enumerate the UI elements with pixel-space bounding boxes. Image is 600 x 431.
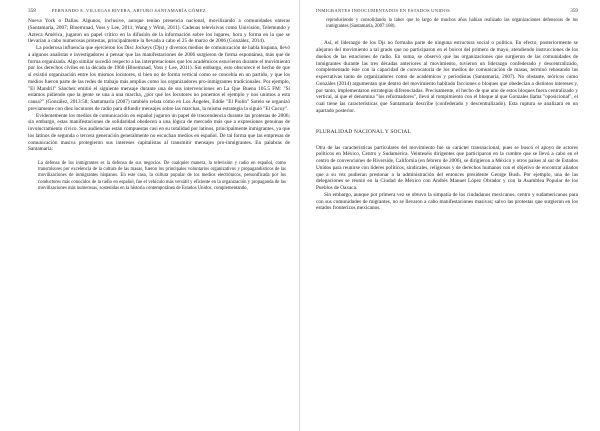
body-paragraph: Así, el liderazgo de los Djs no formaba parte de ninguna estructura social o política. En efecto, posteriormente se alejaron del movimiento a tal grado que no participaron en el boicot del primero de mayo, atendiendo instrucciones de los dueños de las estaciones de radio. En suma, se observó que las organizaciones que surgieron de las comunidades de inmigrantes durante las tres décadas anteriores al movimiento, tuvieron un liderazgo confederado y descentralizado, complementado éste con la capacidad de convocatoria de los medios de comunicación de masas, terminó rebasando las expectativas tanto de organizadores como de académicos y periodistas (Santamaría, 2007). No obstante, teóricos como Gonzáles (2014) argumentan que dentro del movimiento habitado facciones o bloques que obedecían a distintos intereses y, por tanto, implementaron estrategias diferenciadas. Precisamente, el hecho de que uno de estos bloques fuera centralizado y vertical, al que el denomina "los reformadores", llevó al rompimiento con el bloque al que Gonzales llama "oposicional", el cual tiene las características que Santamaría describe (confederado y descentralizado). Esta ruptura se analizará en un apartado posterior. (316, 40, 578, 114)
left-running-head-title: FERNANDO E. VILLEGAS RIVERA, ARTURO SANTAMARÍA GÓMEZ (51, 8, 206, 13)
left-running-head (28, 6, 290, 15)
body-paragraph: La poderosa influencia que ejercieron los Disc Jockeys (Djs) y diversos medios de comunicación de habla hispana, llevó a algunos analistas e investigadores a pensar que las manifestaciones de 2006 surgieron de forma espontánea, más que de forma organizada. Algo similar sucedió respecto a las interpretaciones que los académicos estuvieron durante el movimiento por los derechos civiles en la década de 1960 (Bloemraad, Voss y Lee, 2011). Sin embargo, esto obscurece el hecho de que sí existió organización entre los mismos locutores, si bien no de forma vertical como se concebía en un partido, y que los medios fueron parte de las redes de trabajo más amplias como los organizadores pro-inmigrantes tradicionales. Por ejemplo, "El Mandril" Sánchez emitió el siguiente mensaje durante una de sus intervenciones en La Que Buena 105.5 FM: "Si estamos pidiendo que la gente se una a una marcha, ¿por qué les locutores no ponemos el ejemplo y nos unimos a esta causa?" (González, 2013:58; Santamaría (2007) también relata cómo en Los Ángeles, Eddie "El Piolín" Sotelo se organizó previamente con diez locutores de radio para difundir mensajes sobre las marchas, la misma estrategia la siguió "El Cucuy". (28, 45, 290, 112)
block-quote-text: La defensa de los inmigrantes es la defensa de sus negocios. De cualquier manera, la televisión y radio en español, como transmisores por excelencia de la cultura de las masas, fueron los principales voluntarios organizativos y propagandísticos de las movilizaciones de inmigrantes hispanos. En este caso, la cultura popular de los medios electrónicos, personificada por los conductores más conocidos de la radio en español, fue el vehículo más versátil y eficiente en la organización y propaganda de las movilizaciones más numerosas, sostenidas en la historia contemporánea de Estados Unidos, complementando, (38, 161, 286, 191)
block-quote-text: reproduciendo y consolidando la labor que lo largo de muchos años habían realizado las organizaciones defensoras de los inmigrantes (Santamaría, 2007:108). (326, 18, 578, 30)
body-paragraph: Nueva York o Dallas. Algunos, inclusive, aunque tenían presencia nacional, movilizando a comunidades enteras (Santamaría, 2007; Bloemraad, Voss y Lee, 2011; Wang y Winn, 2011). Cadenas televisivas como Univisión, Telemundo y Azteca América, jugaron un papel crítico en la difusión de la información sobre los lugares, hora y forma en la que se llevarían a cabo numerosas protestas, principalmente la llevada a cabo el 25 de marzo de 2006 (González, 2014). (28, 18, 290, 45)
body-paragraph: Sin embargo, aunque por primera vez se obtuvo la simpatía de los ciudadanos mexicanos, centro y sudamericanos para con sus comunidades de migrantes, no se llevaron a cabo manifestaciones masivas; salvo las protestas que surgieron en los estados fronterizos mexicanos. (316, 191, 578, 212)
section-heading: PLURALIDAD NACIONAL Y SOCIAL (316, 128, 411, 135)
right-page (300, 0, 600, 431)
right-body-text (316, 18, 578, 212)
right-running-head-title: INMIGRANTES INDOCUMENTADOS EN ESTADOS UNIDOS (316, 8, 451, 13)
body-paragraph: Otra de las características particulares del movimiento fue su carácter transnacional, pues se buscó el apoyo de actores políticos en México, Centro y Sudamérica. Veinteséis dirigentes que participaron en la cumbre que se llevó a cabo en el centro de convenciones de Riverside, California (en febrero de 2006), se dirigieron a México y otros países al sur de Estados Unidos para reunirse con líderes políticos, sindicales, religiosos y de derechos humanos con el objetivo de encontrar aliados que a su vez pudieran prestonar a la administración del entonces presidente George Bush. Por ejemplo, una de las delegaciones se reunió en la Ciudad de México con Andrés Manuel López Obrador y con la Asamblea Popular de los Pueblos de Oaxaca. (316, 144, 578, 192)
right-page-number: 359 (570, 7, 578, 14)
block-quote (38, 161, 286, 192)
right-running-head (316, 6, 578, 15)
block-quote-continuation (326, 18, 578, 30)
left-page-number: 358 (28, 7, 36, 14)
body-paragraph: Evidentemente los medios de comunicación en español jugaron un papel de trascendencia durante las protestas de 2006; sin embargo, estas manifestaciones de solidaridad obedecen a una lógica de mercado más que a expresiones genuinas de involucramiento cívico. Sus audiencias están compuestas casi en su totalidad por latinos, principalmente inmigrantes, ya que los latinos de segunda o tercera generación generalmente no escuchan medios en español. De tal forma que las empresas de comunicación masiva protegieron sus intereses capitalistas al transmitir mensajes pro-inmigrantes. En palabras de Santamaría: (28, 112, 290, 153)
left-body-text (28, 18, 290, 153)
